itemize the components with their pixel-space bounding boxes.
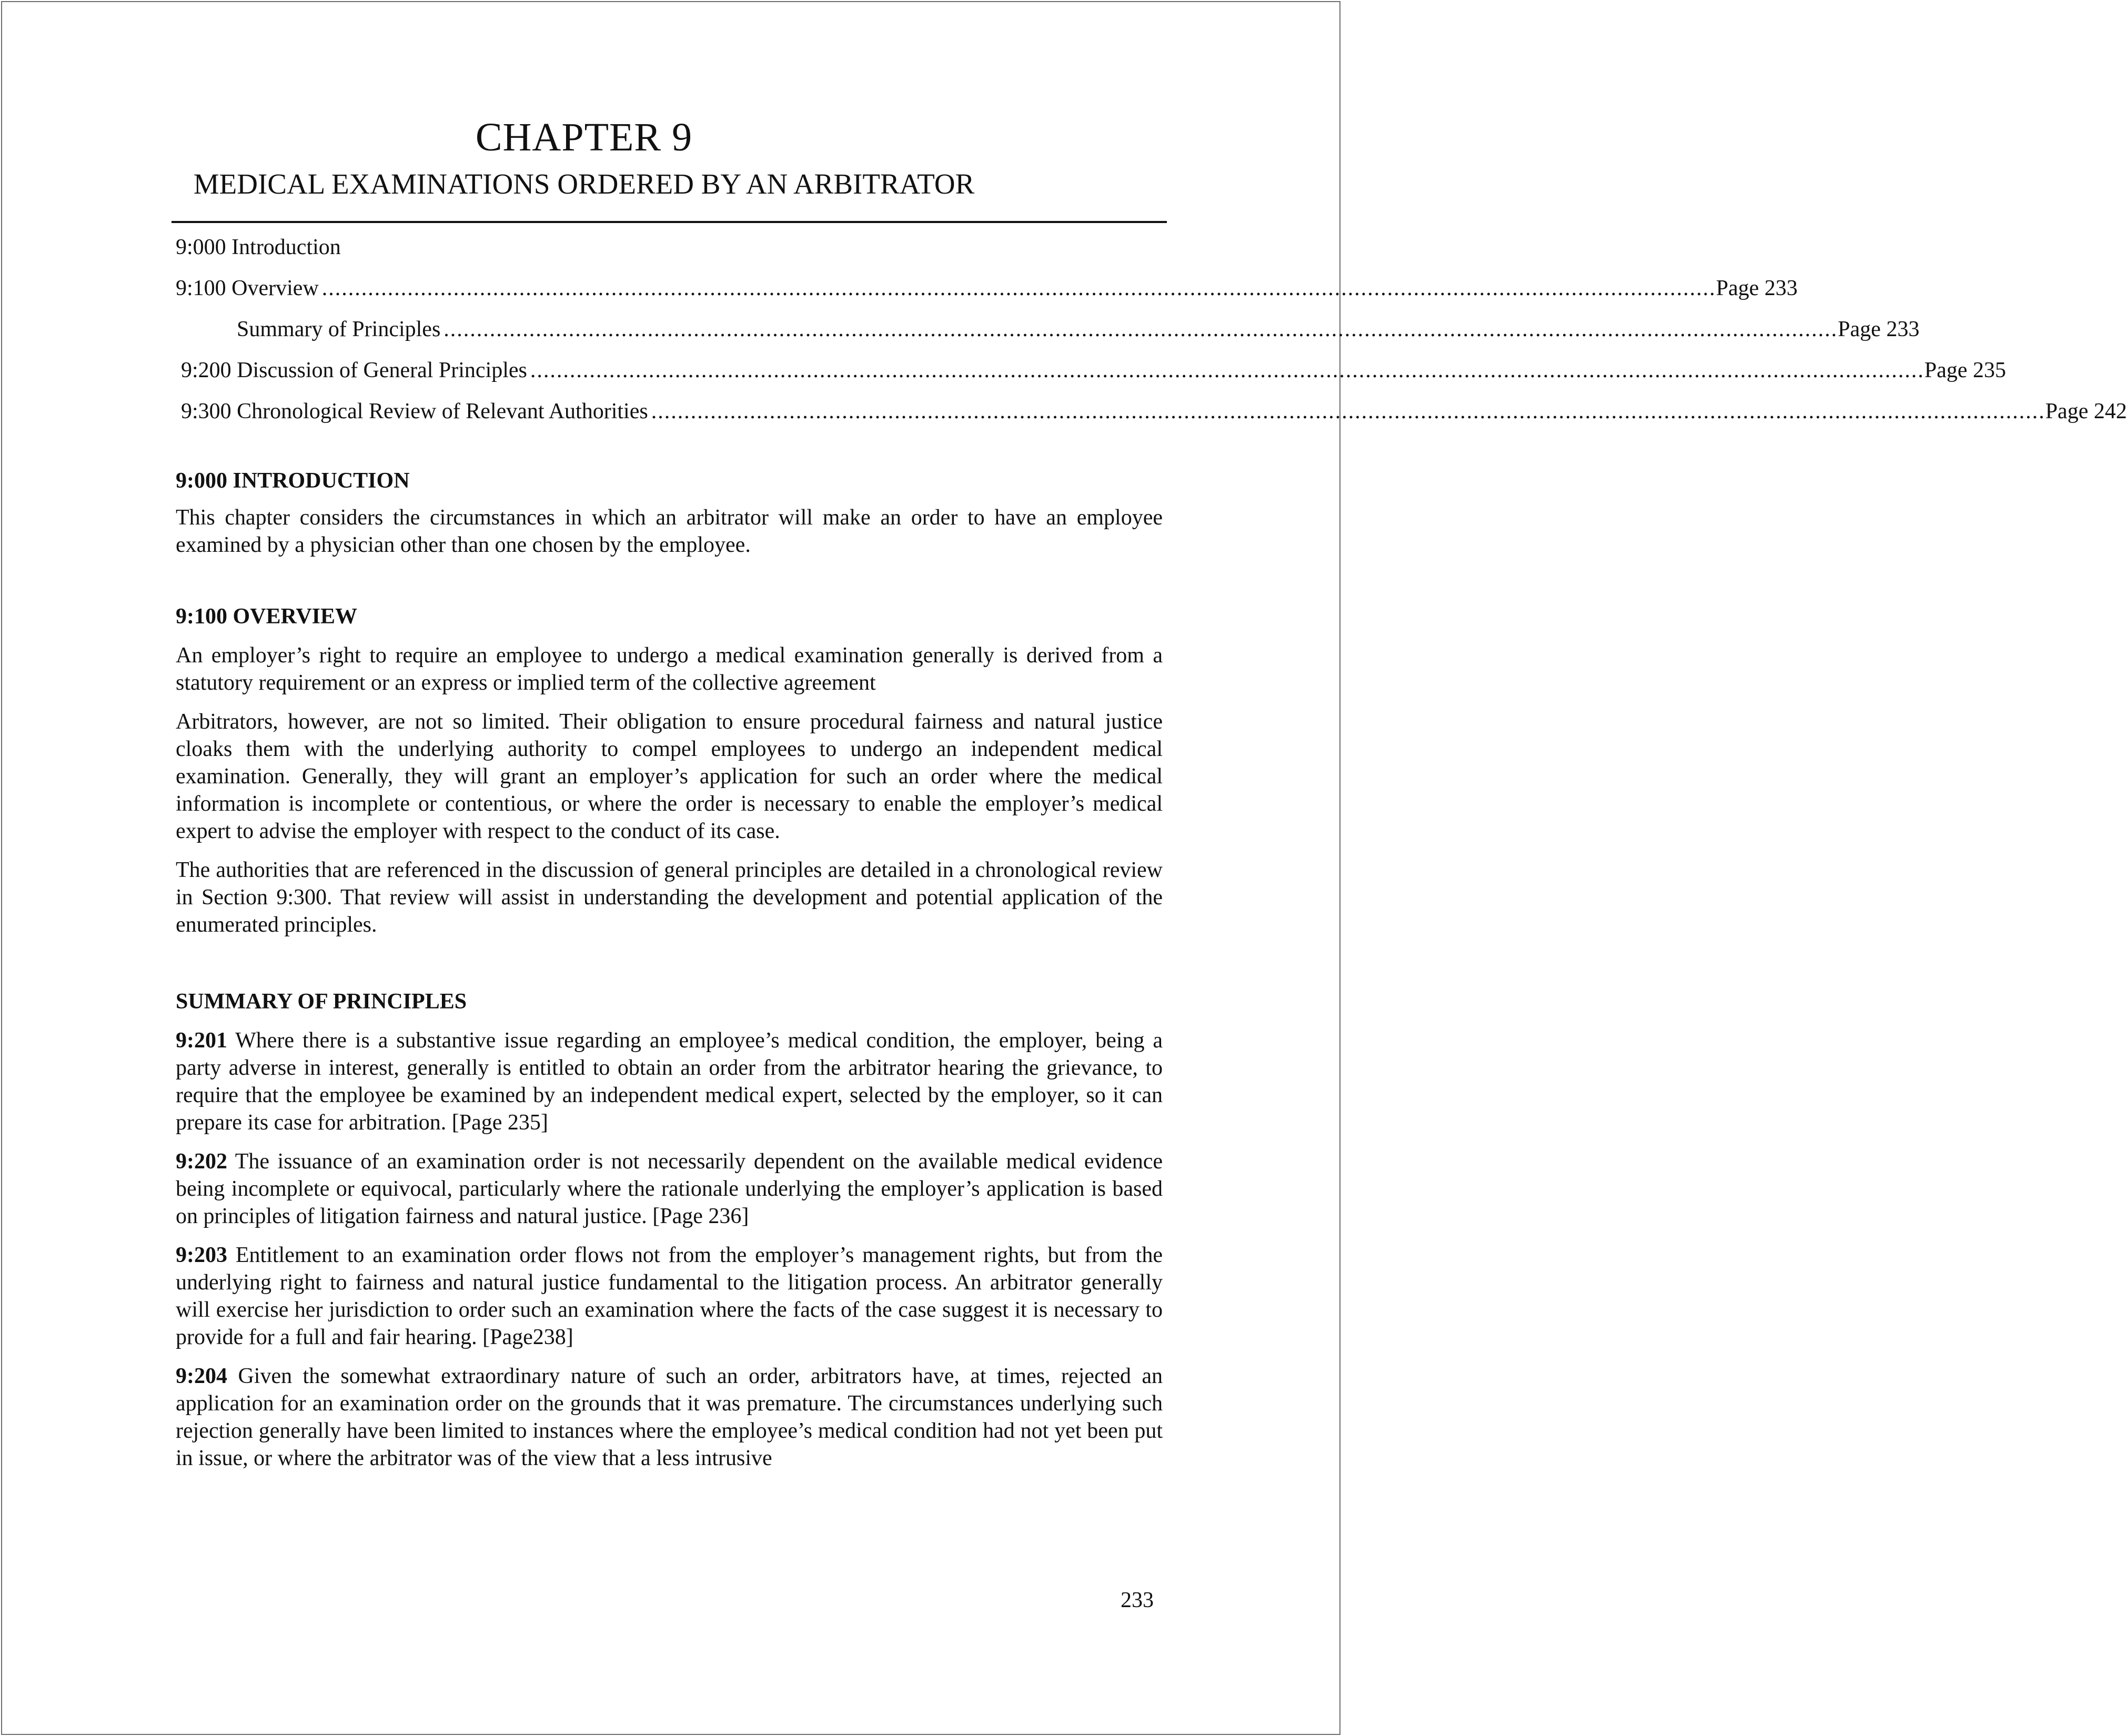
chapter-title: MEDICAL EXAMINATIONS ORDERED BY AN ARBITRATOR: [193, 168, 975, 200]
page-number: 233: [1121, 1588, 1154, 1612]
toc-leader-dots: ....................................................................................................................................................................................................................: [530, 358, 1924, 382]
overview-paragraph: The authorities that are referenced in the discussion of general principles are detailed in a chronological review in Section 9:300. That review will assist in understanding the development and potential application of the enumerated principles.: [176, 858, 1163, 937]
overview-heading: 9:100 OVERVIEW: [176, 604, 358, 629]
title-rule: [172, 221, 1167, 223]
introduction-section: [176, 467, 1163, 559]
introduction-heading: 9:000 INTRODUCTION: [176, 469, 410, 493]
toc-row: [181, 358, 2007, 387]
principle-number: 9:204: [176, 1364, 227, 1388]
toc-leader-dots: ....................................................................................................................................................................................................................: [443, 317, 1838, 341]
toc-label: 9:200 Discussion of General Principles: [181, 358, 530, 383]
principle-paragraph: [176, 1362, 1163, 1472]
toc-row: [176, 235, 1170, 264]
principle-paragraph: [176, 1242, 1163, 1351]
summary-heading: SUMMARY OF PRINCIPLES: [176, 990, 467, 1014]
principle-text: Where there is a substantive issue regarding an employee’s medical condition, the employer, being a party adverse in interest, generally is entitled to obtain an order from the arbitrator hearing the grievance, to require that the employee be examined by an independent medical expert, selected by the employer, so it can prepare its case for arbitration. [Page 235]: [176, 1028, 1163, 1135]
toc-label: 9:300 Chronological Review of Relevant Authorities: [181, 399, 651, 424]
toc-leader-dots: ....................................................................................................................................................................................................................: [651, 399, 2045, 423]
toc-row: [176, 276, 1798, 305]
principle-paragraph: [176, 1148, 1163, 1230]
principle-text: Entitlement to an examination order flows not from the employer’s management rights, but from the underlying right to fairness and natural justice fundamental to the litigation process. An arbitrator generally will exercise her jurisdiction to order such an examination where the facts of the case suggest it is necessary to provide for a full and fair hearing. [Page238]: [176, 1243, 1163, 1349]
toc-row: [237, 317, 1920, 346]
toc-label: 9:100 Overview: [176, 276, 322, 301]
overview-paragraph: Arbitrators, however, are not so limited. Their obligation to ensure procedural fairness and natural justice cloaks them with the underlying authority to compel employees to undergo an independent medical examination. Generally, they will grant an employer’s application for such an order where the medical information is incomplete or contentious, or where the order is necessary to enable the employer’s medical expert to advise the employer with respect to the conduct of its case.: [176, 710, 1163, 843]
toc-label: Summary of Principles: [237, 317, 443, 342]
toc-label: 9:000 Introduction: [176, 235, 344, 260]
overview-paragraph: An employer’s right to require an employee to undergo a medical examination generally is derived from a statutory requirement or an express or implied term of the collective agreement: [176, 643, 1163, 695]
principle-text: Given the somewhat extraordinary nature of such an order, arbitrators have, at times, rejected an application for an examination order on the grounds that it was premature. The circumstances underlying such rejection generally have been limited to instances where the employee’s medical condition had not yet been put in issue, or where the arbitrator was of the view that a less intrusive: [176, 1364, 1163, 1470]
principle-text: The issuance of an examination order is not necessarily dependent on the available medical evidence being incomplete or equivocal, particularly where the rationale underlying the employer’s application is based on principles of litigation fairness and natural justice. [Page 236]: [176, 1149, 1163, 1228]
toc-page: Page 242: [2045, 399, 2127, 423]
principle-paragraph: [176, 1027, 1163, 1136]
principle-number: 9:202: [176, 1149, 227, 1174]
chapter-number: CHAPTER 9: [475, 115, 693, 159]
toc-row: [181, 399, 2127, 428]
overview-section: [176, 603, 1163, 938]
toc-page: Page 233: [1838, 317, 1920, 341]
toc-page: Page 235: [1924, 358, 2007, 382]
summary-section: [176, 988, 1163, 1472]
toc-leader-dots: ....................................................................................................................................................................................................................: [321, 276, 1716, 300]
principle-number: 9:203: [176, 1243, 227, 1267]
principle-number: 9:201: [176, 1028, 227, 1053]
toc-page: Page 233: [1716, 276, 1798, 300]
introduction-text: This chapter considers the circumstances in which an arbitrator will make an order to have an employee examined by a physician other than one chosen by the employee.: [176, 506, 1163, 557]
